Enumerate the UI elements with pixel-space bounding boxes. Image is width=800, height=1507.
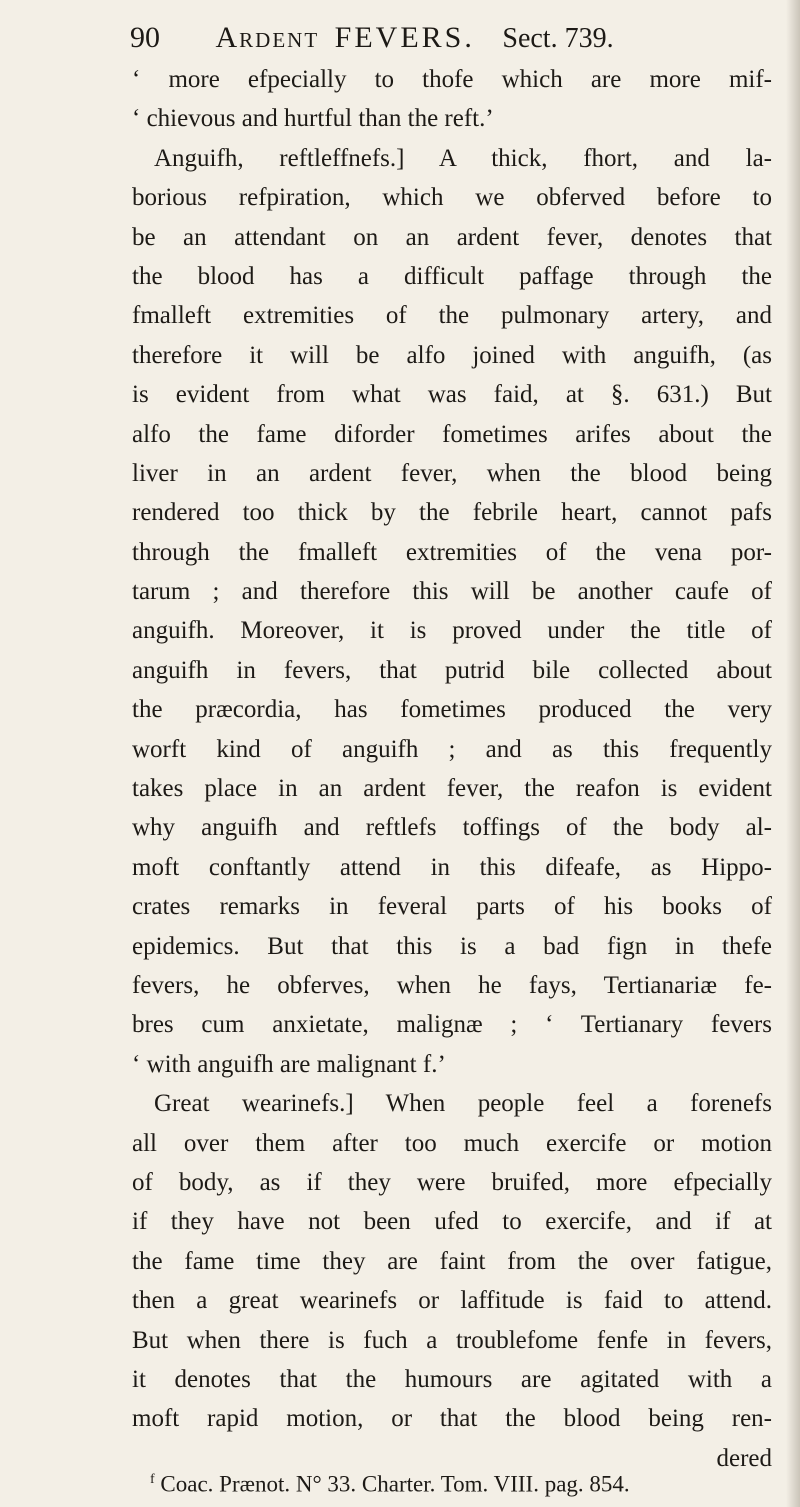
text-line: fmalleft extremities of the pulmonary artery, and bbox=[132, 302, 772, 330]
footnote bbox=[150, 1465, 780, 1500]
text-line: the fame time they are faint from the over fatigue, bbox=[132, 1247, 772, 1275]
text-line: of body, as if they were bruifed, more efpecially bbox=[132, 1168, 772, 1196]
body-text bbox=[132, 60, 772, 1478]
text-line: Great wearinefs.] When people feel a forenefs bbox=[154, 1090, 772, 1118]
footnote-mark: f bbox=[150, 1472, 155, 1487]
text-line: the præcordia, has fometimes produced the very bbox=[132, 696, 772, 724]
text-line: the blood has a difficult paffage through the bbox=[132, 262, 772, 290]
text-line: then a great wearinefs or laffitude is faid to attend. bbox=[132, 1287, 772, 1315]
text-line: tarum ; and therefore this will be another caufe of bbox=[132, 578, 772, 606]
text-line: But when there is fuch a troublefome fenfe in fevers, bbox=[132, 1326, 772, 1354]
text-line: rendered too thick by the febrile heart, cannot pafs bbox=[132, 499, 772, 527]
text-line: fevers, he obferves, when he fays, Tertianariæ fe- bbox=[132, 971, 772, 999]
text-line: bres cum anxietate, malignæ ; ‘ Tertianary fevers bbox=[132, 1011, 772, 1039]
text-line: therefore it will be alfo joined with anguifh, (as bbox=[132, 341, 772, 369]
text-line: crates remarks in feveral parts of his books of bbox=[132, 893, 772, 921]
page-number: 90 bbox=[130, 21, 160, 54]
footnote-text: Coac. Prænot. N° 33. Charter. Tom. VIII. pag. 854. bbox=[160, 1471, 630, 1497]
text-line: why anguifh and reftlefs toffings of the body al- bbox=[132, 814, 772, 842]
text-line: takes place in an ardent fever, the reafon is evident bbox=[132, 775, 772, 803]
text-line: is evident from what was faid, at §. 631.) But bbox=[132, 381, 772, 409]
text-line: all over them after too much exercife or motion bbox=[132, 1129, 772, 1157]
text-line: ‘ chievous and hurtful than the reft.’ bbox=[132, 105, 494, 133]
text-line: if they have not been ufed to exercife, and if at bbox=[132, 1208, 772, 1236]
running-title-left: Ardent bbox=[215, 21, 320, 54]
text-line: anguifh in fevers, that putrid bile collected about bbox=[132, 656, 772, 684]
text-line: Anguifh, reftleffnefs.] A thick, fhort, and la- bbox=[154, 144, 772, 172]
text-line: worft kind of anguifh ; and as this frequently bbox=[132, 735, 772, 763]
text-line: borious refpiration, which we obferved before to bbox=[132, 184, 772, 212]
text-line: alfo the fame diforder fometimes arifes about the bbox=[132, 420, 772, 448]
text-line: dered bbox=[716, 1444, 772, 1472]
text-line: moft rapid motion, or that the blood being ren- bbox=[132, 1405, 772, 1433]
text-line: liver in an ardent fever, when the blood being bbox=[132, 459, 772, 487]
running-title-right: FEVERS. bbox=[334, 21, 475, 54]
page-edge-shadow bbox=[786, 0, 800, 1507]
text-line: ‘ more efpecially to thofe which are more mif- bbox=[132, 66, 772, 93]
running-header bbox=[130, 12, 790, 64]
text-line: be an attendant on an ardent fever, denotes that bbox=[132, 223, 772, 251]
text-line: ‘ with anguifh are malignant f.’ bbox=[132, 1050, 446, 1078]
text-line: moft conftantly attend in this difeafe, as Hippo- bbox=[132, 853, 772, 881]
text-line: through the fmalleft extremities of the vena por- bbox=[132, 538, 772, 566]
text-line: it denotes that the humours are agitated with a bbox=[132, 1365, 772, 1393]
section-number: Sect. 739. bbox=[502, 23, 614, 54]
text-line: anguifh. Moreover, it is proved under the title of bbox=[132, 617, 772, 645]
text-line: epidemics. But that this is a bad fign in thefe bbox=[132, 932, 772, 960]
